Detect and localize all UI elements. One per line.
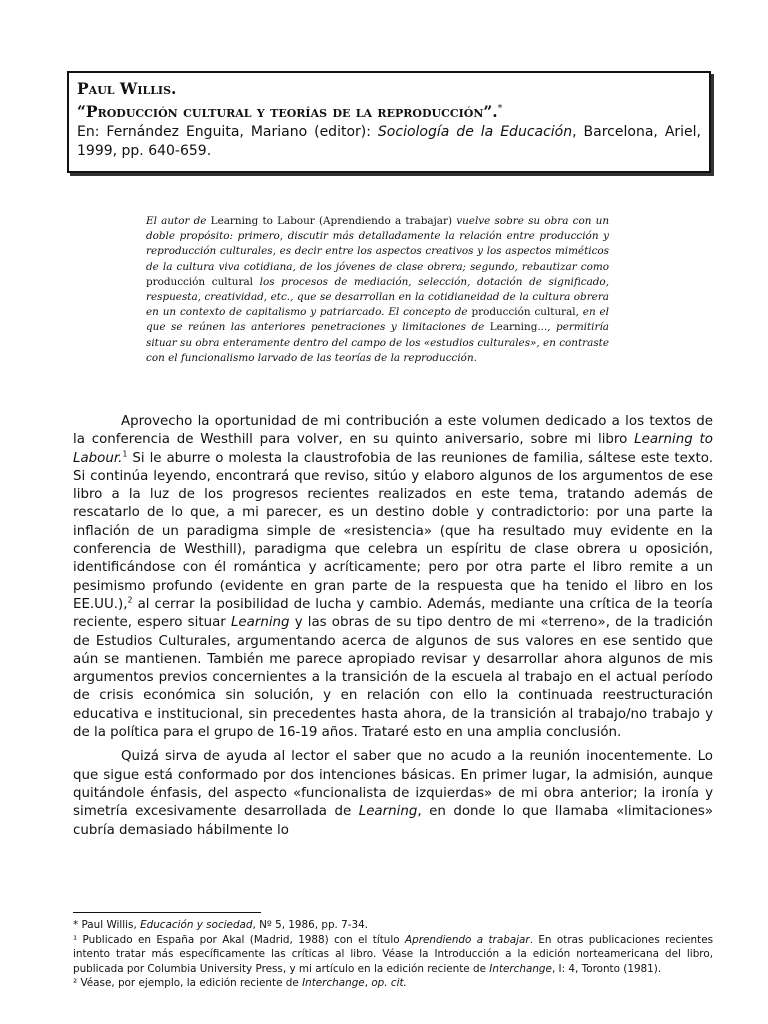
body-seg: , en donde lo que llamaba «limitaciones» cubría demasiado hábilmente lo — [73, 804, 714, 838]
fn-seg: ¹ Publicado en España por Akal (Madrid, 1988) con el título — [73, 933, 405, 946]
footnote-star — [73, 918, 713, 933]
citation-header-box — [67, 71, 711, 173]
body-seg: Quizá sirva de ayuda al lector el saber que no acudo a la reunión inocentemente. Lo que sigue está conformado por dos intenciones básicas. En primer lugar, la admisión, aunque quitándole énfasis, del aspecto «funcionalista de izquierdas» de mi obra anterior; la ironía y simetría excesivamente desarrollada de — [73, 749, 713, 820]
fn-seg: , I: 4, Toronto (1981). — [551, 962, 662, 975]
footnote-2 — [73, 976, 713, 991]
body-text — [73, 413, 713, 840]
fn-title: Educación y sociedad — [140, 919, 253, 931]
body-book-title: Learning — [230, 615, 290, 631]
article-title-text: “Producción cultural y teorías de la reproducción”. — [77, 102, 498, 122]
abstract-term: Learning... — [489, 321, 548, 334]
abstract-term: producción cultural — [146, 275, 253, 288]
source-citation — [77, 123, 701, 161]
article-title — [77, 99, 701, 122]
footnote-ref-2: 2 — [127, 595, 133, 605]
fn-title: Aprendiendo a trabajar — [405, 933, 530, 946]
abstract-seg: los procesos de mediación, selección, dotación de significado, respuesta, creatividad, etc., que se desarrollan en la cotidianeidad de la cultura obrera en un contexto de capitalismo y patriarcado. El concepto de — [146, 275, 609, 319]
abstract-seg: vuelve sobre su obra con un doble propósito: primero, discutir más detalladamente la relación entre producción y reproducción culturales, es decir entre los aspectos creativos y los aspectos miméticos de la cultura viva cotidiana, de los jóvenes de clase obrera; segundo, rebautizar como — [146, 215, 610, 273]
body-seg: al cerrar la posibilidad de lucha y cambio. Además, mediante una crítica de la teoría reciente, espero situar — [73, 596, 713, 631]
title-footnote-mark: * — [497, 104, 503, 114]
source-prefix: En: Fernández Enguita, Mariano (editor): — [77, 124, 378, 141]
body-book-title: Learning to Labour. — [73, 432, 713, 466]
body-seg: Si le aburre o molesta la claustrofobia de las reuniones de familia, sáltese este texto. Si continúa leyendo, encontrará que reviso, sitúo y elaboro algunos de los argumentos de ese libro a la luz de los progresos recientes realizados en este tema, tratando además de rescatarlo de lo que, a mi parecer, es un destino doble y contradictorio: por una parte la inflación de un paradigma simple de «resistencia» (que ha resultado muy evidente en la conferencia de Westhill), paradigma que celebra un espíritu de clase obrera u oposición, identificándose con él romántica y acríticamente; pero por otra parte el libro remite a un pesimismo profundo (evidente en gran parte de la respuesta que ha tenido el libro en los EE.UU.), — [73, 450, 713, 612]
body-seg: y las obras de su tipo dentro de mi «terreno», de la tradición de Estudios Culturales, argumentando acerca de algunos de sus valores en ese sentido que aún se mantienen. También me parece apropiado revisar y desarrollar ahora algunos de mis argumentos previos concernientes a la transición de la escuela al trabajo en el actual período de crisis económica sin solución, y en relación con ello la continuada reestructuración educativa e institucional, sin precedentes hasta ahora, de la transición al trabajo/no trabajo y de la política para el grupo de 16-19 años. Trataré esto en una amplia conclusión. — [73, 615, 713, 741]
footnotes — [73, 918, 713, 991]
footnote-1 — [73, 933, 713, 977]
body-paragraph-1 — [73, 413, 713, 742]
fn-seg: . En otras publicaciones recientes intento tratar más específicamente las críticas al libro. Véase la Introducción a la edición norteamericana del libro, publicada por Columbia University Press, y mi artículo en la edición reciente de — [73, 933, 713, 975]
footnote-ref-1: 1 — [122, 449, 128, 459]
fn-seg: , Nº 5, 1986, pp. 7-34. — [252, 919, 369, 931]
abstract-book-title: Learning to Labour (Aprendiendo a trabajar) — [210, 215, 453, 227]
body-paragraph-2 — [73, 748, 713, 839]
abstract-paragraph — [146, 214, 609, 366]
source-suffix: , Barcelona, Ariel, 1999, pp. 640-659. — [77, 124, 701, 160]
fn-title: Interchange — [489, 962, 552, 975]
body-book-title: Learning — [358, 804, 418, 820]
footnote-divider — [73, 912, 261, 913]
fn-title: Interchange — [302, 977, 365, 990]
abstract-seg: , permitiría situar su obra enteramente dentro del campo de los «estudios culturales», en contraste con el funcionalismo larvado de las teorías de la reproducción. — [146, 321, 609, 364]
abstract-term: producción cultural — [471, 306, 576, 319]
body-seg: Aprovecho la oportunidad de mi contribución a este volumen dedicado a los textos de la conferencia de Westhill para volver, en su quinto aniversario, sobre mi libro — [73, 414, 713, 448]
author-name: Paul Willis. — [77, 79, 177, 98]
fn-seg: * Paul Willis, — [73, 919, 141, 931]
fn-title: op. cit. — [371, 977, 407, 990]
abstract-seg: El autor de — [146, 215, 211, 227]
fn-seg: , — [364, 977, 372, 990]
fn-seg: ² Véase, por ejemplo, la edición reciente de — [73, 977, 303, 990]
abstract-seg: , en el que se reúnen las anteriores penetraciones y limitaciones de — [146, 306, 609, 334]
source-book-title: Sociología de la Educación — [377, 124, 573, 141]
